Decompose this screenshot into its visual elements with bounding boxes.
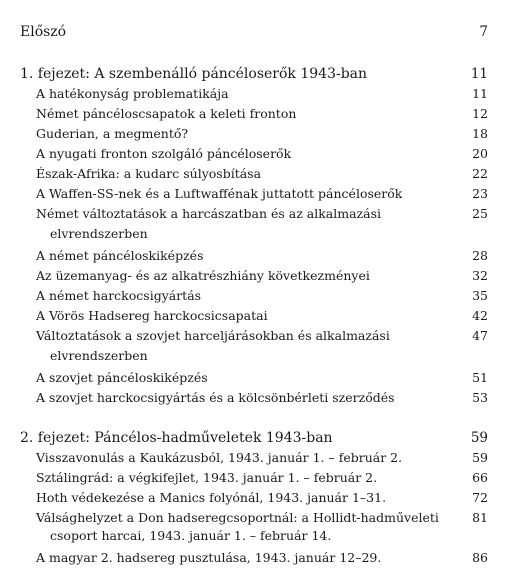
toc-entry-row[interactable] xyxy=(0,488,514,508)
toc-entry-title: Változtatások a szovjet harceljárásokban és alkalmazási xyxy=(36,328,390,343)
toc-entry-continuation xyxy=(0,526,514,546)
toc-entry-title: Sztálingrád: a végkifejlet, 1943. január 1. – február 2. xyxy=(36,470,378,485)
toc-entry-title: Észak-Afrika: a kudarc súlyosbítása xyxy=(36,166,262,181)
toc-entry-title: A német harckocsigyártás xyxy=(36,288,202,303)
toc-entry-row[interactable] xyxy=(0,468,514,488)
chapter2-title: 2. fejezet: Páncélos-hadműveletek 1943-ban xyxy=(20,430,333,446)
toc-entry-row[interactable] xyxy=(0,548,514,568)
chapter1-heading-row[interactable] xyxy=(0,64,514,84)
toc-entry-title: A szovjet páncéloskiképzés xyxy=(36,370,208,385)
toc-entry-row[interactable] xyxy=(0,124,514,144)
toc-entry-title: A Waffen-SS-nek és a Luftwaffénak juttatott páncéloserők xyxy=(36,186,403,201)
toc-entry-row[interactable] xyxy=(0,306,514,326)
toc-entry-row[interactable] xyxy=(0,204,514,224)
toc-entry-row[interactable] xyxy=(0,326,514,346)
toc-entry-continuation xyxy=(0,346,514,366)
toc-entry-page-number: 81 xyxy=(472,510,488,525)
toc-entry-row[interactable] xyxy=(0,508,514,528)
chapter2-page-number: 59 xyxy=(470,430,488,446)
toc-entry-row[interactable] xyxy=(0,84,514,104)
chapter1-page-number: 11 xyxy=(470,66,488,82)
toc-entry-page-number: 86 xyxy=(472,550,488,565)
chapter1-title: 1. fejezet: A szembenálló páncéloserők 1943-ban xyxy=(20,66,368,82)
toc-entry-page-number: 25 xyxy=(472,206,488,221)
toc-entry-page-number: 72 xyxy=(472,490,488,505)
toc-entry-row[interactable] xyxy=(0,266,514,286)
toc-entry-page-number: 35 xyxy=(472,288,488,303)
toc-entry-row[interactable] xyxy=(0,246,514,266)
chapter2-heading-row[interactable] xyxy=(0,428,514,448)
toc-entry-page-number: 18 xyxy=(472,126,488,141)
toc-entry-page-number: 51 xyxy=(472,370,488,385)
toc-entry-page-number: 22 xyxy=(472,166,488,181)
toc-entry-row[interactable] xyxy=(0,368,514,388)
toc-entry-row[interactable] xyxy=(0,448,514,468)
toc-entry-continuation-text: csoport harcai, 1943. január 1. – február 14. xyxy=(50,528,332,543)
toc-entry-title: Válsághelyzet a Don hadseregcsoportnál: a Hollidt-hadműveleti xyxy=(36,510,439,525)
toc-entry-title: Német változtatások a harcászatban és az alkalmazási xyxy=(36,206,382,221)
toc-entry-row[interactable] xyxy=(0,104,514,124)
toc-entry-page-number: 66 xyxy=(472,470,488,485)
toc-entry-page-number: 47 xyxy=(472,328,488,343)
toc-entry-continuation-text: elvrendszerben xyxy=(50,348,148,363)
toc-entry-page-number: 12 xyxy=(472,106,488,121)
toc-entry-title: A magyar 2. hadsereg pusztulása, 1943. január 12–29. xyxy=(36,550,382,565)
toc-entry-title: Az üzemanyag- és az alkatrészhiány következményei xyxy=(36,268,370,283)
toc-entry-page-number: 59 xyxy=(472,450,488,465)
toc-entry-title: A Vörös Hadsereg harckocsicsapatai xyxy=(36,308,268,323)
toc-entry-page-number: 23 xyxy=(472,186,488,201)
toc-entry-row[interactable] xyxy=(0,184,514,204)
toc-entry-title: A szovjet harckocsigyártás és a kölcsönbérleti szerződés xyxy=(36,390,395,405)
toc-entry-title: A hatékonyság problematikája xyxy=(36,86,229,101)
toc-entry-title: A nyugati fronton szolgáló páncéloserők xyxy=(36,146,292,161)
toc-entry-page-number: 32 xyxy=(472,268,488,283)
toc-entry-continuation xyxy=(0,224,514,244)
toc-entry-row[interactable] xyxy=(0,388,514,408)
toc-entry-page-number: 42 xyxy=(472,308,488,323)
toc-entry-title: A német páncéloskiképzés xyxy=(36,248,204,263)
toc-entry-row[interactable] xyxy=(0,164,514,184)
toc-entry-row[interactable] xyxy=(0,144,514,164)
toc-entry-page-number: 53 xyxy=(472,390,488,405)
toc-entry-row[interactable] xyxy=(0,286,514,306)
toc-preface-row[interactable] xyxy=(0,22,514,42)
toc-entry-page-number: 20 xyxy=(472,146,488,161)
toc-entry-continuation-text: elvrendszerben xyxy=(50,226,148,241)
toc-entry-page-number: 11 xyxy=(472,86,488,101)
toc-entry-title: Visszavonulás a Kaukázusból, 1943. január 1. – február 2. xyxy=(36,450,403,465)
toc-entry-page-number: 28 xyxy=(472,248,488,263)
preface-title: Előszó xyxy=(20,24,67,40)
preface-page-number: 7 xyxy=(479,24,488,40)
toc-entry-title: Hoth védekezése a Manics folyónál, 1943. január 1–31. xyxy=(36,490,387,505)
toc-entry-title: Guderian, a megmentő? xyxy=(36,126,189,141)
toc-entry-title: Német páncéloscsapatok a keleti fronton xyxy=(36,106,297,121)
